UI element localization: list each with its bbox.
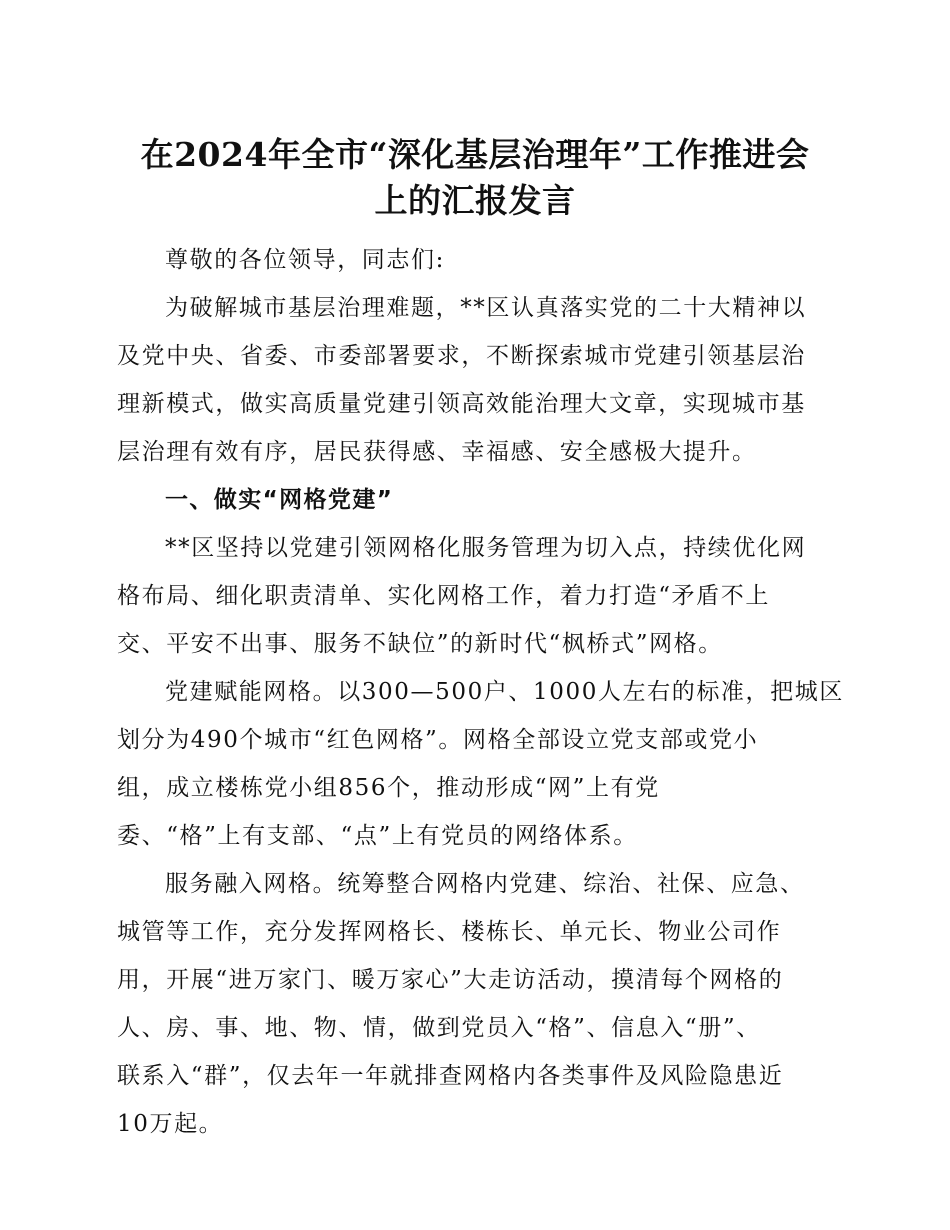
- paragraph-line: **区坚持以党建引领网格化服务管理为切入点，持续优化网: [165, 535, 807, 561]
- paragraph-line: 联系入“群”，仅去年一年就排查网格内各类事件及风险隐患近: [117, 1063, 784, 1089]
- paragraph-line: 10万起。: [117, 1111, 224, 1137]
- paragraph-line: 为破解城市基层治理难题，**区认真落实党的二十大精神以: [165, 295, 807, 321]
- salutation: 尊敬的各位领导，同志们:: [165, 247, 445, 273]
- paragraph-line: 服务融入网格。统筹整合网格内党建、综治、社保、应急、: [165, 871, 805, 897]
- section-heading: 一、做实“网格党建”: [165, 487, 394, 513]
- paragraph-line: 理新模式，做实高质量党建引领高效能治理大文章，实现城市基: [117, 391, 806, 417]
- title-line-1: 在2024年全市“深化基层治理年”工作推进会: [140, 135, 810, 174]
- paragraph-line: 及党中央、省委、市委部署要求，不断探索城市党建引领基层治: [117, 343, 806, 369]
- paragraph-line: 委、“格”上有支部、“点”上有党员的网络体系。: [117, 823, 638, 849]
- paragraph-line: 交、平安不出事、服务不缺位”的新时代“枫桥式”网格。: [117, 631, 723, 657]
- paragraph-line: 用，开展“进万家门、暖万家心”大走访活动，摸清每个网格的: [117, 967, 784, 993]
- paragraph-line: 层治理有效有序，居民获得感、幸福感、安全感极大提升。: [117, 439, 757, 465]
- paragraph-line: 人、房、事、地、物、情，做到党员入“格”、信息入“册”、: [117, 1015, 761, 1041]
- paragraph-line: 格布局、细化职责清单、实化网格工作，着力打造“矛盾不上: [117, 583, 770, 609]
- title-line-2: 上的汇报发言: [374, 181, 576, 220]
- paragraph-line: 划分为490个城市“红色网格”。网格全部设立党支部或党小: [117, 727, 759, 753]
- paragraph-line: 党建赋能网格。以300—500户、1000人左右的标准，把城区: [165, 679, 844, 705]
- document-title: [0, 132, 950, 224]
- paragraph-line: 城管等工作，充分发挥网格长、楼栋长、单元长、物业公司作: [117, 919, 782, 945]
- paragraph-line: 组，成立楼栋党小组856个，推动形成“网”上有党: [117, 775, 660, 801]
